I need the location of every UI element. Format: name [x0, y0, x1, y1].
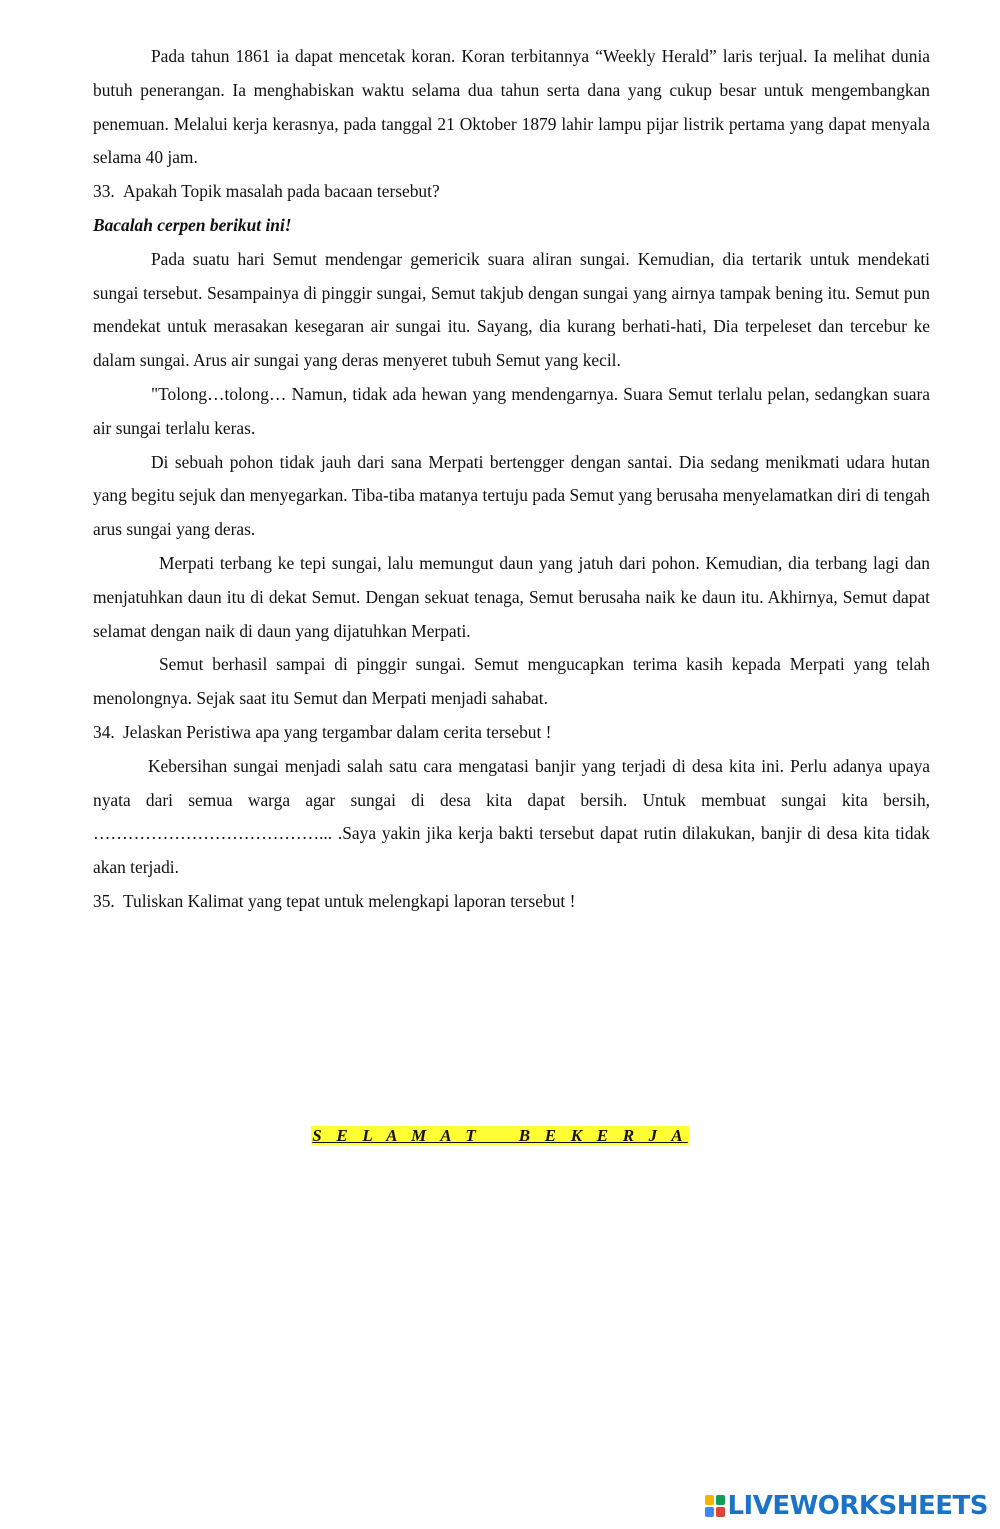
question-33: [93, 175, 930, 209]
logo-square: [705, 1495, 714, 1505]
worksheet-page: [93, 40, 930, 919]
story-paragraph: Merpati terbang ke tepi sungai, lalu memungut daun yang jatuh dari pohon. Kemudian, dia terbang lagi dan menjatuhkan daun itu di dekat Semut. Dengan sekuat tenaga, Semut berusaha naik ke daun itu. Akhirnya, Semut dapat selamat dengan naik di daun yang dijatuhkan Merpati.: [93, 552, 930, 641]
question-text: Jelaskan Peristiwa apa yang tergambar dalam cerita tersebut !: [123, 721, 552, 742]
question-number: 34.: [93, 721, 115, 742]
question-34: [93, 716, 930, 750]
logo-square: [716, 1495, 725, 1505]
closing-text: S E L A M A T B E K E R J A: [312, 1126, 688, 1145]
logo-mark-icon: [705, 1495, 725, 1517]
closing-message: [0, 1126, 1000, 1146]
question-number: 35.: [93, 890, 115, 911]
paragraph-edison: Pada tahun 1861 ia dapat mencetak koran. Koran terbitannya “Weekly Herald” laris terjual. Ia melihat dunia butuh penerangan. Ia menghabiskan waktu selama dua tahun serta dana yang cukup besar untuk mengembangkan penemuan. Melalui kerja kerasnya, pada tanggal 21 Oktober 1879 lahir lampu pijar listrik pertama yang dapat menyala selama 40 jam.: [93, 46, 930, 168]
logo-square: [705, 1507, 714, 1517]
story-paragraph: "Tolong…tolong… Namun, tidak ada hewan yang mendengarnya. Suara Semut terlalu pelan, sedangkan suara air sungai terlalu keras.: [93, 383, 930, 438]
instruction-heading: Bacalah cerpen berikut ini!: [93, 214, 292, 235]
story-paragraph: Semut berhasil sampai di pinggir sungai. Semut mengucapkan terima kasih kepada Merpati yang telah menolongnya. Sejak saat itu Semut dan Merpati menjadi sahabat.: [93, 654, 930, 709]
story-paragraph: Pada suatu hari Semut mendengar gemericik suara aliran sungai. Kemudian, dia tertarik untuk mendekati sungai tersebut. Sesampainya di pinggir sungai, Semut takjub dengan sungai yang airnya tampak bening itu. Semut pun mendekat untuk merasakan kesegaran air sungai itu. Sayang, dia kurang berhati-hati, Dia terpeleset dan tercebur ke dalam sungai. Arus air sungai yang deras menyeret tubuh Semut yang kecil.: [93, 248, 930, 371]
liveworksheets-logo: [705, 1490, 988, 1522]
logo-square: [716, 1507, 725, 1517]
question-number: 33.: [93, 181, 115, 202]
report-paragraph: Kebersihan sungai menjadi salah satu cara mengatasi banjir yang terjadi di desa kita ini. Perlu adanya upaya nyata dari semua warga agar sungai di desa kita dapat bersih. Untuk membuat sungai kita bersih, …………………………………... .Saya yakin jika kerja bakti tersebut dapat rutin dilakukan, banjir di desa kita tidak akan terjadi.: [93, 755, 930, 878]
question-text: Tuliskan Kalimat yang tepat untuk melengkapi laporan tersebut !: [123, 890, 576, 911]
logo-text: LIVEWORKSHEETS: [727, 1491, 988, 1521]
question-35: [93, 885, 930, 919]
question-text: Apakah Topik masalah pada bacaan tersebut?: [123, 181, 440, 202]
story-paragraph: Di sebuah pohon tidak jauh dari sana Merpati bertengger dengan santai. Dia sedang menikmati udara hutan yang begitu sejuk dan menyegarkan. Tiba-tiba matanya tertuju pada Semut yang berusaha menyelamatkan diri di tengah arus sungai yang deras.: [93, 451, 930, 540]
